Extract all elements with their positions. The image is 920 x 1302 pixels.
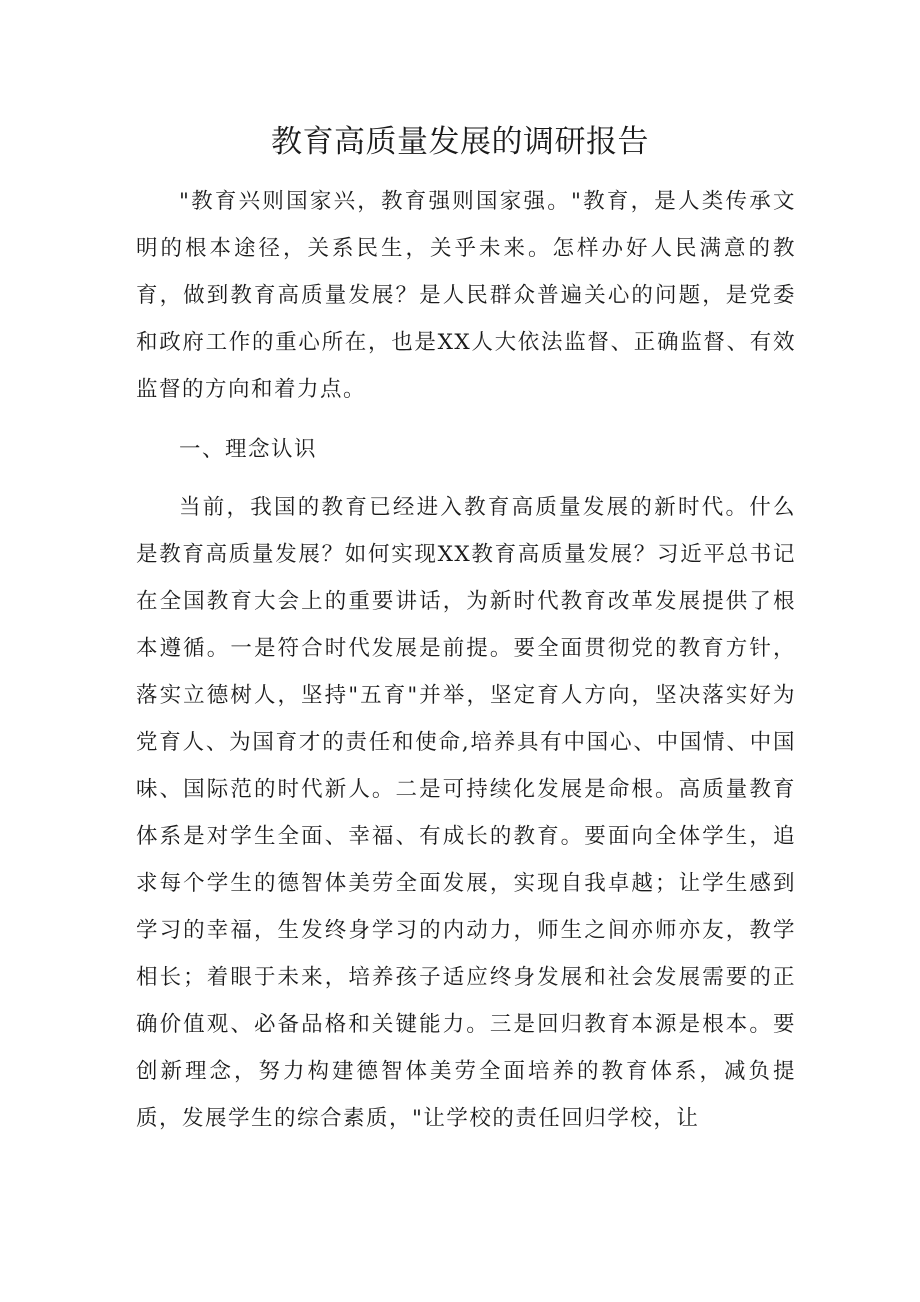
section-heading: 一、理念认识 — [179, 437, 318, 462]
intro-paragraph: "教育兴则国家兴，教育强则国家强。"教育，是人类传承文明的根本途径，关系民生，关乎未来。怎样办好人民满意的教育，做到教育高质量发展？是人民群众普遍关心的问题，是党委和政府工作的重心所在，也是XX人大依法监督、正确监督、有效监督的方向和着力点。 — [136, 189, 796, 402]
document-title: 教育高质量发展的调研报告 — [271, 124, 649, 160]
body-paragraph: 当前，我国的教育已经进入教育高质量发展的新时代。什么是教育高质量发展？如何实现XX教育高质量发展？习近平总书记在全国教育大会上的重要讲话，为新时代教育改革发展提供了根本遵循。一是符合时代发展是前提。要全面贯彻党的教育方针，落实立德树人，坚持"五育"并举，坚定育人方向，坚决落实好为党育人、为国育才的责任和使命,培养具有中国心、中国情、中国味、国际范的时代新人。二是可持续化发展是命根。高质量教育体系是对学生全面、幸福、有成长的教育。要面向全体学生，追求每个学生的德智体美劳全面发展，实现自我卓越；让学生感到学习的幸福，生发终身学习的内动力，师生之间亦师亦友，教学相长；着眼于未来，培养孩子适应终身发展和社会发展需要的正确价值观、必备品格和关键能力。三是回归教育本源是根本。要创新理念，努力构建德智体美劳全面培养的教育体系，减负提质，发展学生的综合素质，"让学校的责任回归学校，让 — [136, 495, 796, 1131]
